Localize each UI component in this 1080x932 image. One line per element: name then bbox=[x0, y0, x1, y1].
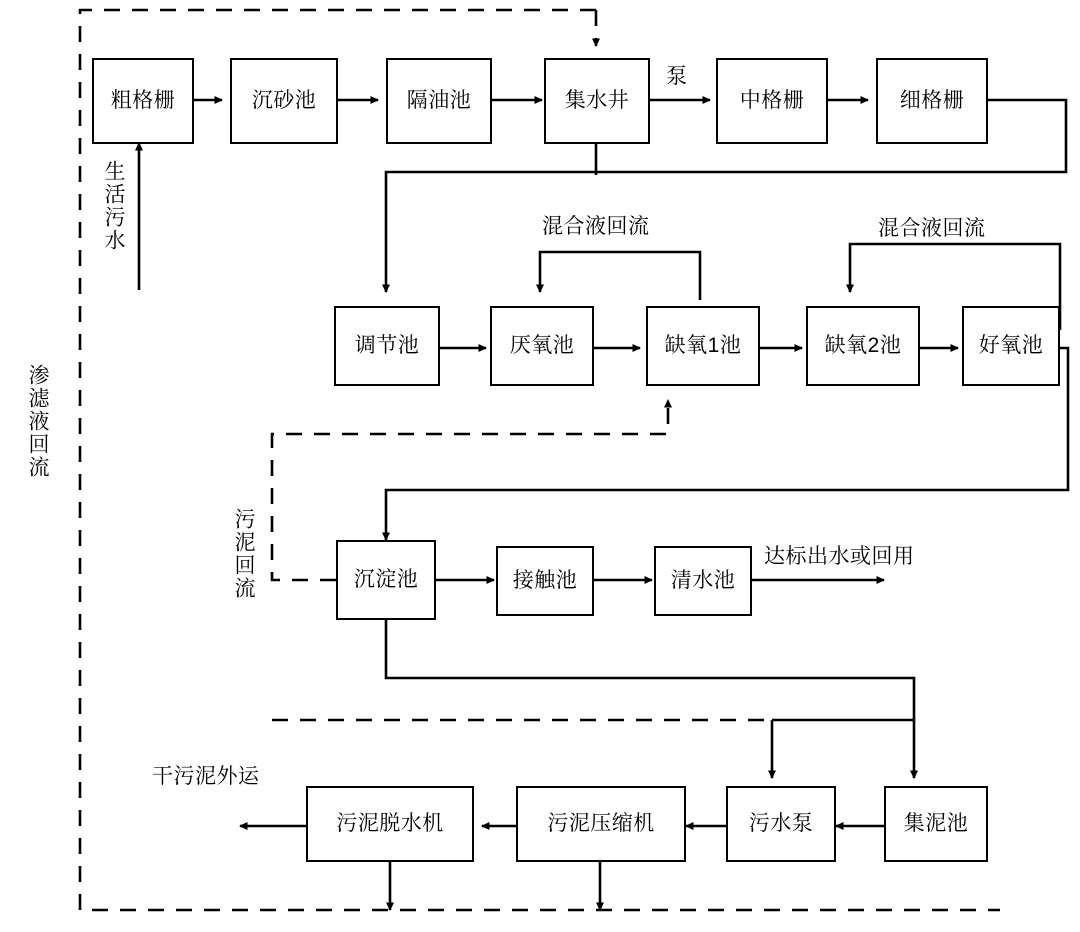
node-label: 沉砂池 bbox=[251, 88, 317, 112]
node-chensha-chi[interactable] bbox=[230, 58, 338, 144]
node-haoyang-chi[interactable] bbox=[962, 306, 1060, 386]
label-mixed-return-1: 混合液回流 bbox=[542, 215, 650, 238]
node-queyang-1-chi[interactable] bbox=[646, 306, 760, 386]
label-pump: 泵 bbox=[666, 65, 688, 88]
label-dry-sludge-transport: 干污泥外运 bbox=[152, 765, 260, 788]
node-label: 污泥脱水机 bbox=[336, 811, 444, 835]
label-sludge-return: 污泥回流 bbox=[232, 508, 255, 600]
node-label: 细格栅 bbox=[899, 88, 965, 112]
label-leachate-return: 渗滤液回流 bbox=[26, 364, 49, 479]
node-label: 隔油池 bbox=[406, 88, 472, 112]
node-label: 沉淀池 bbox=[353, 567, 419, 591]
node-label: 好氧池 bbox=[978, 333, 1044, 357]
node-label: 集水井 bbox=[564, 88, 630, 112]
node-xi-gezha[interactable] bbox=[876, 58, 988, 144]
node-jiechu-chi[interactable] bbox=[496, 546, 594, 616]
node-zhong-gezha[interactable] bbox=[716, 58, 828, 144]
node-tiaojie-chi[interactable] bbox=[334, 306, 440, 386]
node-label: 调节池 bbox=[354, 333, 420, 357]
node-label: 缺氧1池 bbox=[664, 333, 742, 357]
node-label: 缺氧2池 bbox=[824, 333, 902, 357]
node-jishui-jing[interactable] bbox=[544, 58, 650, 144]
node-cu-gezha[interactable] bbox=[92, 58, 194, 144]
label-domestic-sewage-inlet: 生活污水 bbox=[102, 160, 125, 252]
node-wuni-yasuoji[interactable] bbox=[516, 786, 686, 862]
node-geyou-chi[interactable] bbox=[386, 58, 492, 144]
node-label: 接触池 bbox=[512, 568, 578, 592]
node-label: 厌氧池 bbox=[509, 333, 575, 357]
node-qingshui-chi[interactable] bbox=[654, 546, 752, 616]
label-mixed-return-2: 混合液回流 bbox=[878, 217, 986, 240]
node-label: 集泥池 bbox=[903, 811, 969, 835]
node-wushui-beng[interactable] bbox=[726, 786, 836, 862]
node-label: 粗格栅 bbox=[110, 88, 176, 112]
node-wuni-tuoshuiji[interactable] bbox=[306, 786, 474, 862]
node-queyang-2-chi[interactable] bbox=[806, 306, 920, 386]
node-label: 清水池 bbox=[670, 568, 736, 592]
node-label: 污水泵 bbox=[748, 811, 814, 835]
node-jini-chi[interactable] bbox=[884, 786, 988, 862]
node-label: 中格栅 bbox=[739, 88, 805, 112]
node-chendian-chi[interactable] bbox=[336, 540, 436, 620]
node-label: 污泥压缩机 bbox=[547, 811, 655, 835]
label-effluent: 达标出水或回用 bbox=[764, 545, 915, 568]
node-yanyang-chi[interactable] bbox=[490, 306, 594, 386]
